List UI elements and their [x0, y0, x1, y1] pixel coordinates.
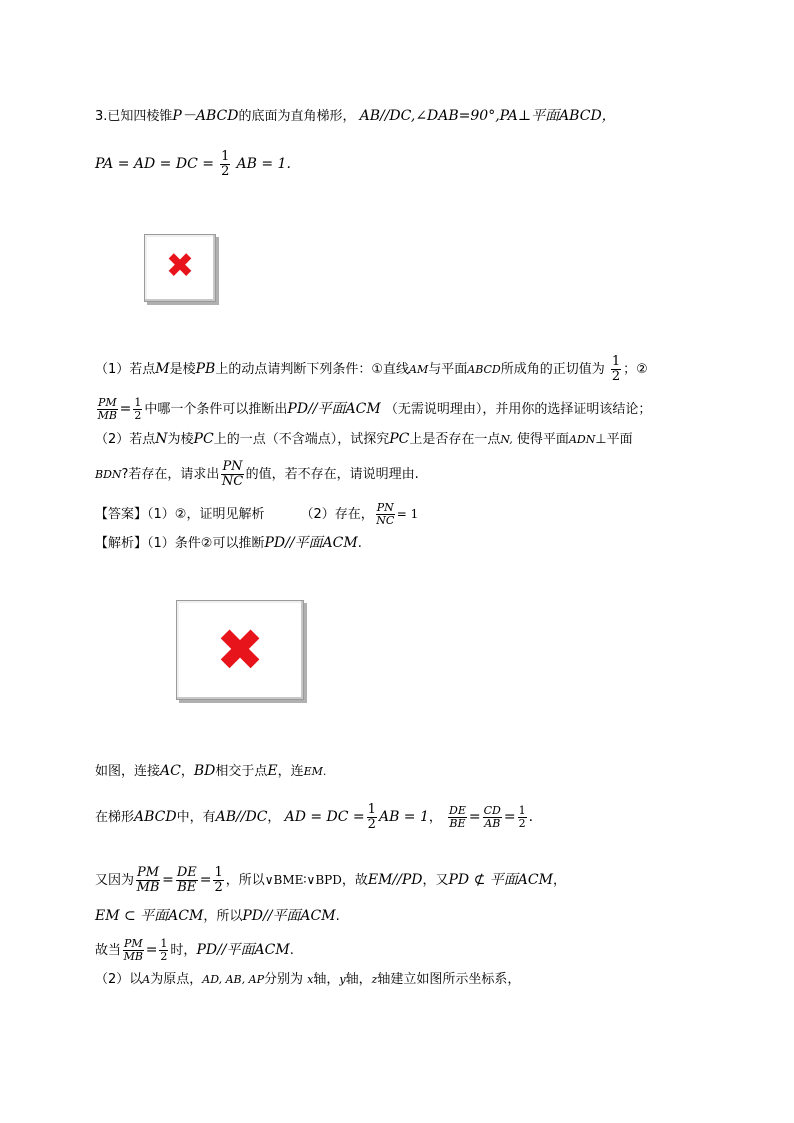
solution-line-2: 在梯形ABCD中，有AB//DC， AD = DC = $\frac{1}{2}$ AB = 1， $\frac{DE}{BE}$ = $\frac{CD}{AB}$ = $\frac{1}{2}$ . [95, 802, 534, 832]
question-2-line-1: （2）若点N为棱PC上的一点（不含端点），试探究PC上是否存在一点N, 使得平面ADN⊥平面 [95, 431, 633, 447]
question-1-line-2: $\frac{PM}{MB}$ = $\frac{1}{2}$ 中哪一个条件可以推断出PD//平面ACM （无需说明理由），并用你的选择证明该结论； [97, 396, 652, 422]
solution-line-6: （2）以A为原点，AD, AB, AP分别为 x轴，y轴，z轴建立如图所示坐标系， [95, 972, 521, 987]
question-1-line-1: （1）若点M是棱PB上的动点请判断下列条件：①直线AM与平面ABCD所成角的正切值为 $\frac{1}{2}$ ；② [95, 354, 648, 384]
analysis-line: 【解析】（1）条件②可以推断PD//平面ACM. [95, 535, 362, 551]
answer-line: 【答案】（1）②，证明见解析 （2）存在， $\frac{PN}{NC}$ = 1 [95, 501, 419, 527]
solution-line-1: 如图，连接AC，BD相交于点E，连EM. [95, 763, 327, 779]
fraction-half: $\frac{1}{2}$ [221, 149, 230, 179]
broken-image-icon: ✖ [165, 246, 195, 286]
broken-image-icon: ✖ [215, 616, 265, 684]
solution-line-3: 又因为 $\frac{PM}{MB}$ = $\frac{DE}{BE}$ = $\frac{1}{2}$ ，所以∨BME∶∨BPD，故EM//PD，又PD ⊄ 平面ACM， [95, 865, 566, 895]
solution-line-4: EM ⊂ 平面ACM，所以PD//平面ACM. [95, 908, 340, 924]
question-2-line-2: BDN?若存在，请求出 $\frac{PN}{NC}$ 的值，若不存在，请说明理由. [95, 459, 419, 489]
figure-2 [176, 600, 304, 700]
problem-line-1: 3.已知四棱锥P－ABCD的底面为直角梯形， AB//DC,∠DAB=90°,PA⊥平面ABCD， [95, 108, 616, 124]
problem-line-2: PA = AD = DC = $\frac{1}{2}$ AB = 1. [95, 149, 291, 179]
figure-1 [144, 234, 216, 302]
solution-line-5: 故当 $\frac{PM}{MB}$ = $\frac{1}{2}$ 时，PD//平面ACM. [95, 937, 294, 963]
